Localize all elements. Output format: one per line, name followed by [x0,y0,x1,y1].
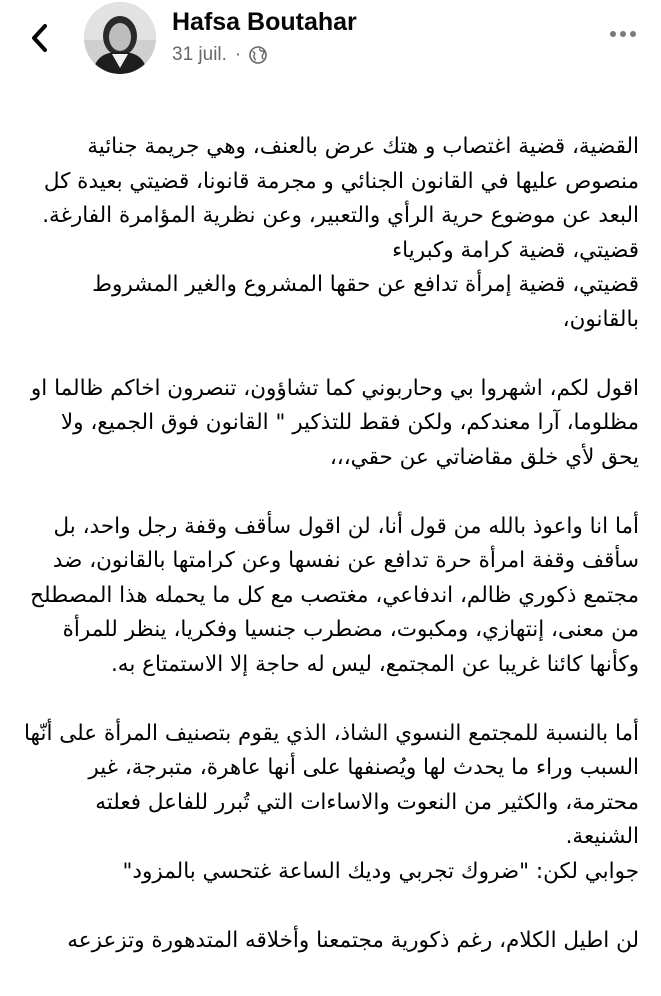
post-body [24,130,639,958]
post-line: أما بالنسبة للمجتمع النسوي الشاذ، الذي يقوم بتصنيف المرأة على أنّها السبب وراء ما يحدث لها ويُصنفها على أنها عاهرة، متبرجة، غير محترمة، والكثير من النعوت والاساءات التي تُبرر للفاعل فعلته الشنيعة. [24,720,639,849]
post-line: اقول لكم، اشهروا بي وحاربوني كما تشاؤون، تنصرون اخاكم ظالما او مظلوما، آرا معندكم، ولكن فقط للتذكير " القانون فوق الجميع، ولا يحق لأي خلق مقاضاتي عن حقي،،، [30,375,639,470]
back-button[interactable] [22,20,58,56]
post-header [0,0,661,110]
post-line: جوابي لكن: "ضروك تجربي وديك الساعة غتحسي بالمزود" [122,858,639,884]
avatar[interactable] [84,2,156,74]
globe-icon [249,46,267,64]
paragraph-gap [24,889,639,924]
post-line: لن اطيل الكلام، رغم ذكورية مجتمعنا وأخلاقه المتدهورة وتزعزعه [67,927,639,953]
more-dot [620,31,626,37]
meta-separator: · [234,44,242,65]
paragraph-gap [24,337,639,372]
post-line: أما انا واعوذ بالله من قول أنا، لن اقول سأقف وقفة رجل واحد، بل سأقف وقفة امرأة حرة تدافع عن نفسها وعن كرامتها بالقانون، ضد مجتمع ذكوري ظالم، اندفاعي، مغتصب مع كل ما يحمله هذا المصطلح من معنى، إنتهازي، ومكبوت، مضطرب جنسيا وفكريا، ينظر للمرأة وكأنها كائنا غريبا عن المجتمع، ليس له حاجة إلا الاستمتاع به. [30,513,639,677]
profile-photo [84,2,156,74]
post-date[interactable]: 31 juil. [172,44,227,65]
post-meta [172,44,267,66]
post-line: القضية، قضية اغتصاب و هتك عرض بالعنف، وهي جريمة جنائية منصوص عليها في القانون الجنائي و مجرمة قانونا، قضيتي بعيدة كل البعد عن موضوع حرية الرأي والتعبير، وعن نظرية المؤامرة الفارغة. [42,134,639,228]
more-dot [630,31,636,37]
paragraph-gap [24,682,639,717]
post-line: قضيتي، قضية كرامة وكبرياء [392,237,639,263]
post-line: قضيتي، قضية إمرأة تدافع عن حقها المشروع والغير المشروط بالقانون، [92,272,639,332]
more-dot [610,31,616,37]
more-options-button[interactable] [607,22,639,46]
paragraph-gap [24,475,639,510]
chevron-left-icon [30,23,50,53]
author-name[interactable]: Hafsa Boutahar [172,8,357,36]
